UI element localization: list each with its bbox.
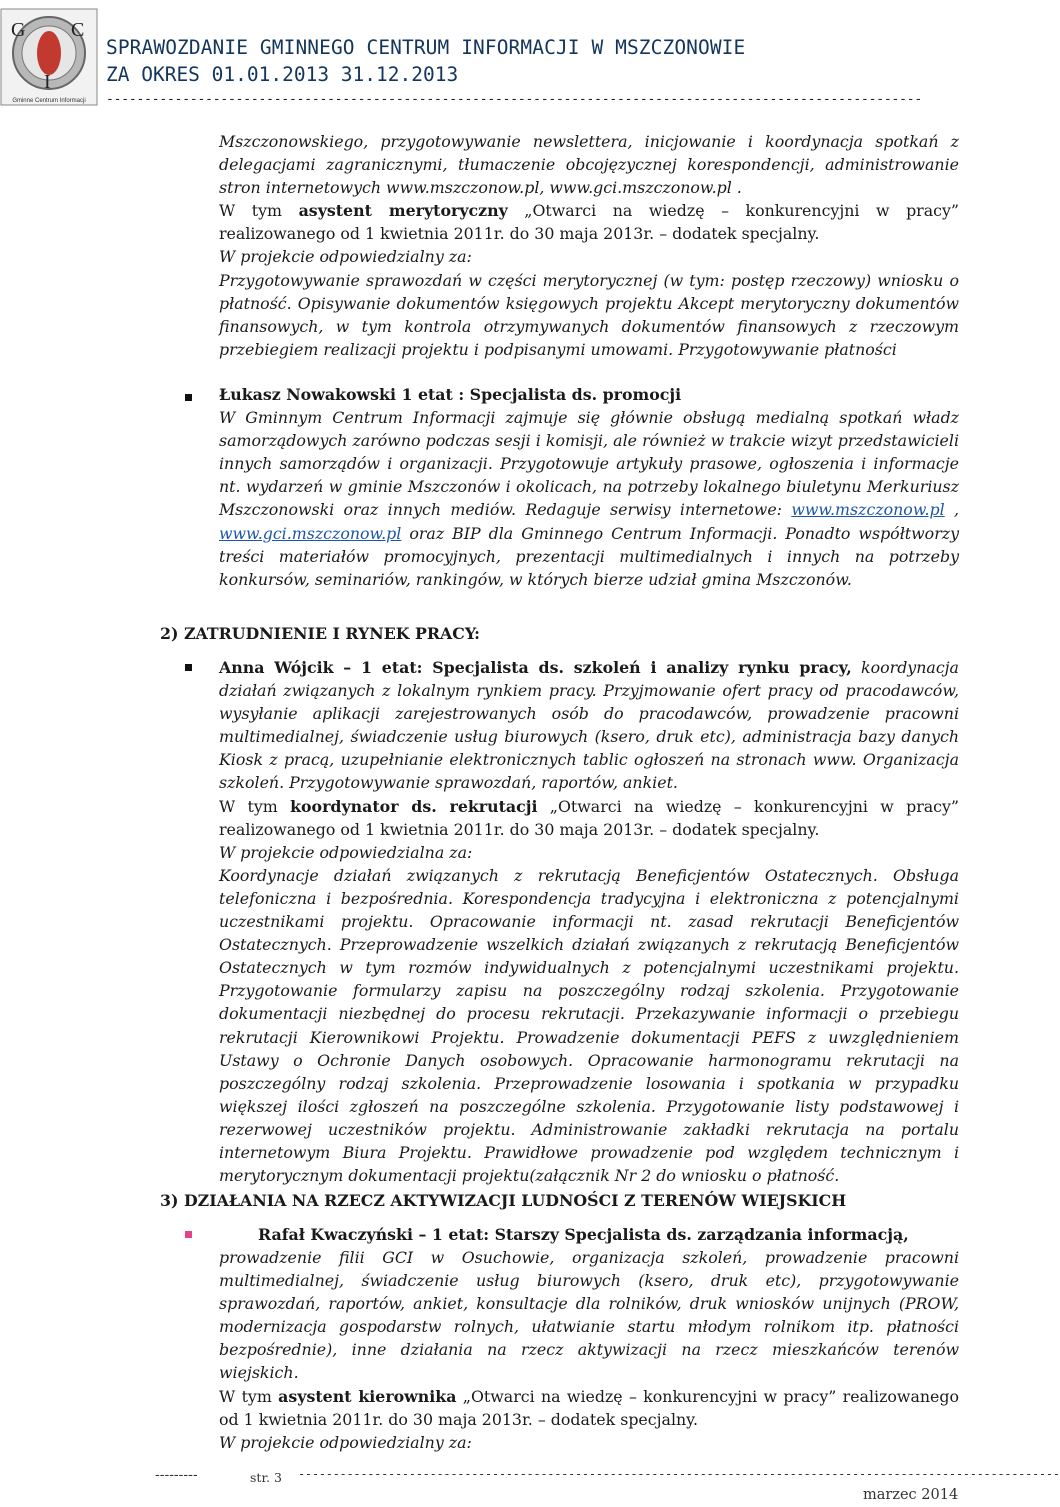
person-name-line: Łukasz Nowakowski 1 etat : Specjalista ds. promocji bbox=[219, 385, 682, 404]
section-heading-employment: 2) ZATRUDNIENIE I RYNEK PRACY: bbox=[160, 624, 480, 643]
role-name: asystent merytoryczny bbox=[298, 201, 508, 221]
footer-rule: -------------------------------------------------------------------------------------------------------------- bbox=[298, 1467, 1060, 1481]
footer-dashes-left: --------- bbox=[155, 1467, 198, 1483]
gci-logo bbox=[0, 8, 98, 106]
report-period: ZA OKRES 01.01.2013 31.12.2013 bbox=[106, 63, 459, 86]
bullet-icon bbox=[185, 664, 192, 671]
person-kwaczynski bbox=[219, 1246, 959, 1454]
project-role-line: W tym asystent kierownika „Otwarci na wiedzę – konkurencyjni w pracy” realizowanego od 1 kwietnia 2011r. do 30 maja 2013r. – dodatek specjalny. bbox=[219, 1386, 960, 1429]
page-number: str. 3 bbox=[250, 1470, 282, 1485]
project-role-line: W tym koordynator ds. rekrutacji „Otwarci na wiedzę – konkurencyjni w pracy” realizowanego od 1 kwietnia 2011r. do 30 maja 2013r. – dodatek specjalny. bbox=[219, 796, 960, 839]
person-kwaczynski-name bbox=[258, 1223, 959, 1246]
section-heading-rural: 3) DZIAŁANIA NA RZECZ AKTYWIZACJI LUDNOŚCI Z TERENÓW WIEJSKICH bbox=[160, 1191, 847, 1210]
person-description: W Gminnym Centrum Informacji zajmuje się głównie obsługą medialną spotkań władz samorządowych zarówno podczas sesji i komisji, ale również w trakcie wizyt przedstawicieli innych samorządów i organizacji. Przygotowuje artykuły prasowe, ogłoszenia i informacje nt. wydarzeń w gminie Mszczonów i okolicach, na potrzeby lokalnego biuletynu Merkuriusz Mszczonowski oraz innych mediów. Redaguje serwisy internetowe: www.mszczonow.pl , www.gci.mszczonow.pl oraz BIP dla Gminnego Centrum Informacji. Ponadto współtworzy treści materiałów promocyjnych, prezentacji multimedialnych i innych na potrzeby konkursów, seminariów, rankingów, w których bierze udział gmina Mszczonów. bbox=[219, 408, 960, 589]
responsibility-label: W projekcie odpowiedzialny za: bbox=[219, 247, 472, 267]
logo-caption: Gminne Centrum Informacji bbox=[12, 98, 86, 104]
bullet-icon bbox=[185, 1231, 192, 1238]
report-title: SPRAWOZDANIE GMINNEGO CENTRUM INFORMACJI W MSZCZONOWIE bbox=[106, 36, 746, 59]
person-description: Anna Wójcik – 1 etat: Specjalista ds. szkoleń i analizy rynku pracy, koordynacja działań związanych z lokalnym rynkiem pracy. Przyjmowanie ofert pracy od pracodawców, wysyłanie aplikacji zarejestrowanych osób do pracodawców, prowadzenie pracowni multimedialnej, świadczenie usług biurowych (ksero, druk etc), administracja bazy danych Kiosk z pracą, uzupełnianie elektronicznych tablic ogłoszeń na stronach www. Organizacja szkoleń. Przygotowywanie sprawozdań, raportów, ankiet. bbox=[219, 658, 959, 793]
project-role-line: W tym asystent merytoryczny „Otwarci na wiedzę – konkurencyjni w pracy” realizowanego od 1 kwietnia 2011r. do 30 maja 2013r. – dodatek specjalny. bbox=[219, 201, 959, 244]
link-mszczonow[interactable]: www.mszczonow.pl bbox=[791, 500, 945, 520]
link-gci-mszczonow[interactable]: www.gci.mszczonow.pl bbox=[219, 523, 402, 543]
bullet-icon bbox=[185, 394, 192, 401]
responsibility-label: W projekcie odpowiedzialny za: bbox=[219, 1432, 472, 1452]
block-continued-duties bbox=[219, 130, 959, 361]
header-rule: ----------------------------------------------------------------------------------------------------------- bbox=[106, 92, 923, 107]
responsibility-text: Koordynacje działań związanych z rekrutacją Beneficjentów Ostatecznych. Obsługa telefoniczna i bezpośrednia. Korespondencja tradycyjna i elektroniczna z potencjalnymi uczestnikami projektu. Opracowanie informacji nt. zasad rekrutacji Beneficjentów Ostatecznych. Przeprowadzenie wszelkich działań związanych z rekrutacją Beneficjentów Ostatecznych w tym rozmów indywidualnych z potencjalnymi uczestnikami projektu. Przygotowanie formularzy zapisu na poszczególny rodzaj szkolenia. Przygotowanie dokumentacji niezbędnej do procesu rekrutacji. Przekazywanie informacji o przebiegu rekrutacji Kierownikowi Projektu. Prowadzenie dokumentacji PEFS z uwzględnieniem Ustawy o Ochronie Danych osobowych. Opracowanie harmonogramu rekrutacji na poszczególny rodzaj szkolenia. Przeprowadzenie losowania i spotkania w przypadku większej ilości zgłoszeń na poszczególne szkolenia. Przygotowanie listy podstawowej i rezerwowej uczestników projektu. Administrowanie zakładki rekrutacja na portalu internetowym Biura Projektu. Prawidłowe prowadzenie pod względem technicznym i merytorycznym dokumentacji projektu(załącznik Nr 2 do wniosku o płatność. bbox=[219, 865, 959, 1186]
person-name-line: Anna Wójcik – 1 etat: Specjalista ds. szkoleń i analizy rynku pracy, bbox=[219, 658, 852, 677]
logo-letter-c: C bbox=[71, 19, 85, 41]
person-description: prowadzenie filii GCI w Osuchowie, organizacja szkoleń, prowadzenie pracowni multimedialnej, świadczenie usług biurowych (ksero, druk etc), przygotowywanie sprawozdań, raportów, ankiet, konsultacje dla rolników, druk wniosków unijnych (PROW, modernizacja gospodarstw rolnych, ułatwianie startu młodym rolnikom itp. płatności bezpośrednie), inne działania na rzecz aktywizacji na rzecz mieszkańców terenów wiejskich. bbox=[219, 1248, 959, 1383]
logo-letter-i: I bbox=[44, 71, 51, 93]
logo-letter-g: G bbox=[11, 19, 26, 41]
responsibility-label: W projekcie odpowiedzialna za: bbox=[219, 842, 473, 862]
person-wojcik bbox=[219, 656, 959, 1187]
role-name: koordynator ds. rekrutacji bbox=[290, 796, 538, 816]
person-name-line: Rafał Kwaczyński – 1 etat: Starszy Specjalista ds. zarządzania informacją, bbox=[258, 1225, 909, 1244]
role-name: asystent kierownika bbox=[278, 1386, 457, 1406]
person-nowakowski bbox=[219, 383, 959, 591]
footer-date: marzec 2014 bbox=[863, 1487, 959, 1503]
duties-text: Mszczonowskiego, przygotowywanie newslettera, inicjowanie i koordynacja spotkań z delegacjami zagranicznymi, tłumaczenie obcojęzycznej korespondencji, administrowanie stron internetowych www.mszczonow.pl, www.gci.mszczonow.pl . bbox=[219, 132, 959, 198]
responsibility-text: Przygotowywanie sprawozdań w części merytorycznej (w tym: postęp rzeczowy) wniosku o płatność. Opisywanie dokumentów księgowych projektu Akcept merytoryczny dokumentów finansowych, w tym kontrola otrzymywanych dokumentów finansowych z rzeczowym przebiegiem realizacji projektu i podpisanymi umowami. Przygotowywanie płatności bbox=[219, 270, 959, 359]
